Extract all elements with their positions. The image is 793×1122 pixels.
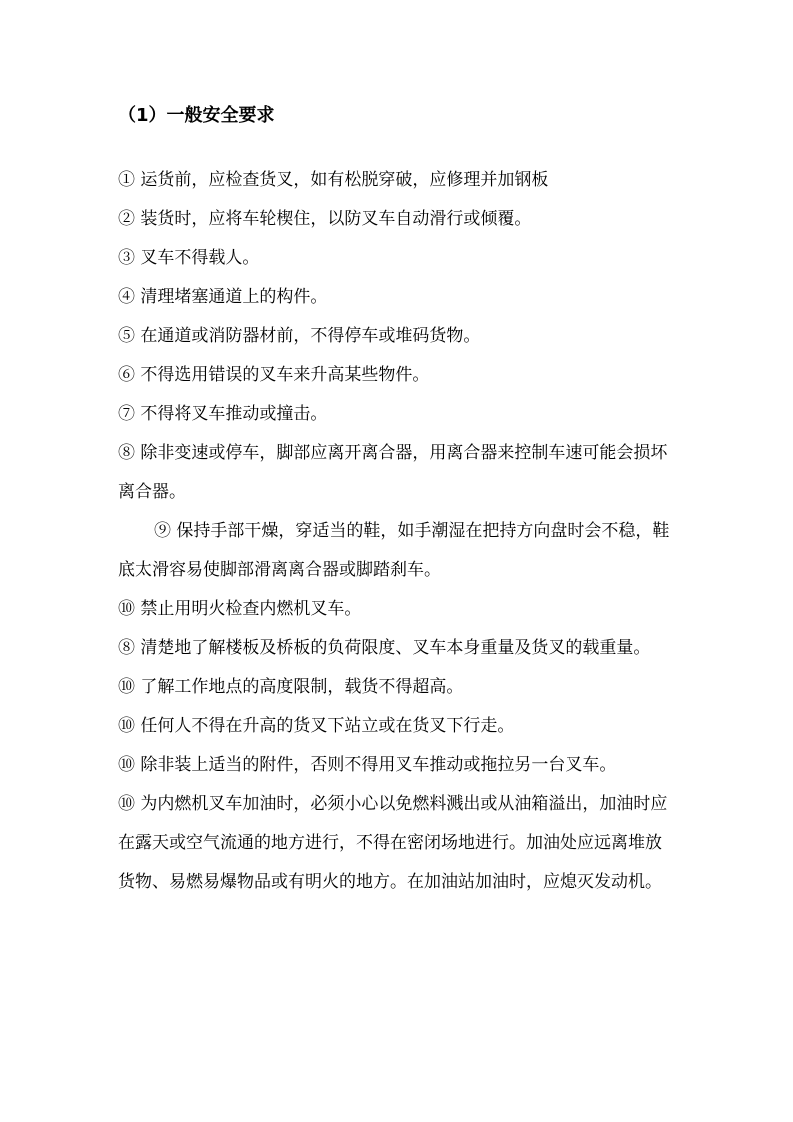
list-item: ⑩ 禁止用明火检查内燃机叉车。 — [118, 599, 362, 619]
list-item: ④ 清理堵塞通道上的构件。 — [118, 287, 328, 307]
list-item: ⑥ 不得选用错误的叉车来升高某些物件。 — [118, 365, 430, 385]
list-item: ⑧ 清楚地了解楼板及桥板的负荷限度、叉车本身重量及货叉的载重量。 — [118, 638, 651, 658]
list-item: ⑩ 除非装上适当的附件，否则不得用叉车推动或拖拉另一台叉车。 — [118, 755, 617, 775]
list-item: ① 运货前，应检查货叉，如有松脱穿破，应修理并加钢板 — [118, 170, 549, 190]
list-item: ⑤ 在通道或消防器材前，不得停车或堆码货物。 — [118, 326, 481, 346]
list-item: ⑩ 任何人不得在升高的货叉下站立或在货叉下行走。 — [118, 716, 515, 736]
safety-requirements-list — [118, 161, 676, 902]
list-item: ⑧ 除非变速或停车，脚部应离开离合器，用离合器来控制车速可能会损坏离合器。 — [118, 443, 668, 502]
list-item: ⑦ 不得将叉车推动或撞击。 — [118, 404, 328, 424]
section-heading: （1）一般安全要求 — [118, 105, 275, 126]
list-item: ② 装货时，应将车轮楔住，以防叉车自动滑行或倾覆。 — [118, 209, 532, 229]
list-item: ③ 叉车不得载人。 — [118, 248, 260, 268]
list-item: ⑨ 保持手部干燥，穿适当的鞋，如手潮湿在把持方向盘时会不稳，鞋底太滑容易使脚部滑离离合器或脚踏刹车。 — [118, 521, 670, 580]
list-item: ⑩ 了解工作地点的高度限制，载货不得超高。 — [118, 677, 464, 697]
list-item: ⑩ 为内燃机叉车加油时，必须小心以免燃料溅出或从油箱溢出，加油时应在露天或空气流通的地方进行，不得在密闭场地进行。加油处应远离堆放货物、易燃易爆物品或有明火的地方。在加油站加油时，应熄灭发动机。 — [118, 794, 668, 892]
